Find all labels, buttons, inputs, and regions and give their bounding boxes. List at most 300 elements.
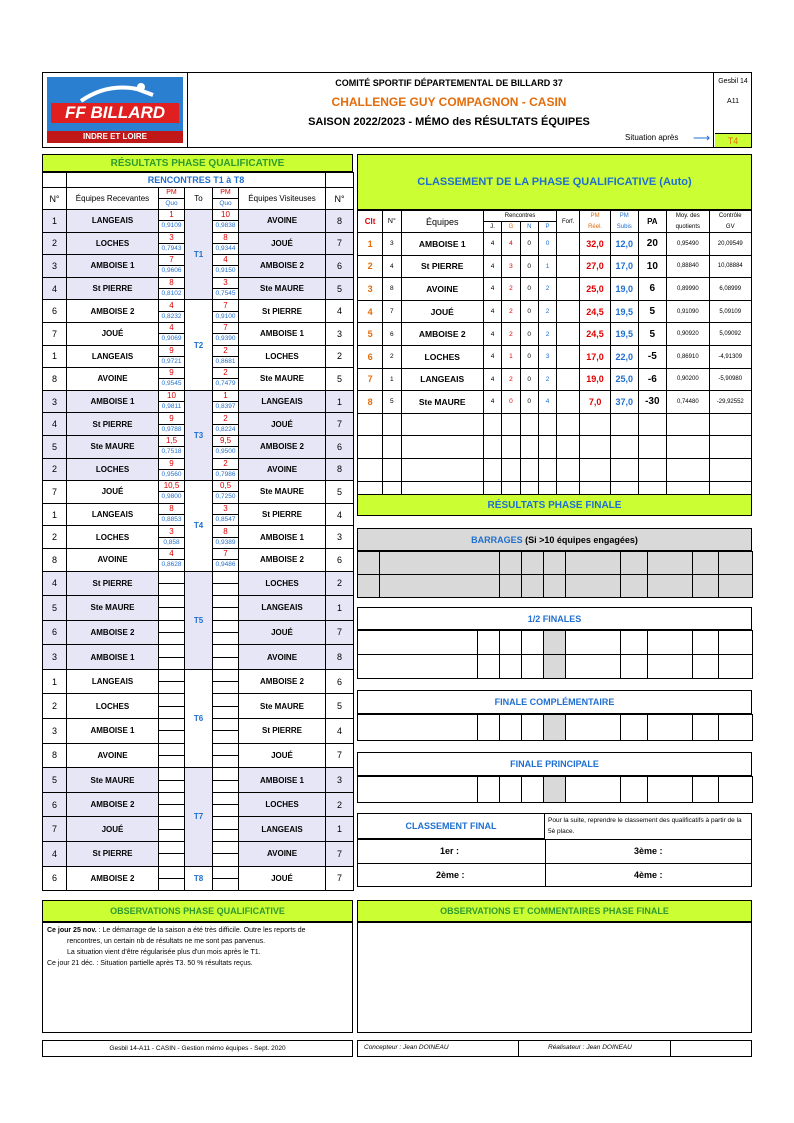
h-forf: Forf. (557, 211, 580, 233)
rank-subis (611, 436, 638, 459)
rank-forf (557, 436, 580, 459)
away-number: 3 (326, 526, 354, 549)
home-number: 2 (43, 458, 67, 481)
away-pm-cell (213, 719, 239, 744)
away-number: 2 (326, 345, 354, 368)
rank-clt (358, 458, 383, 481)
rank-n: 5 (383, 391, 401, 414)
obs-line3: La situation vient d'être régularisée plus d'un mois après le T1. (67, 949, 261, 956)
final-rank-title: CLASSEMENT FINAL (358, 814, 545, 839)
away-pm-cell (213, 435, 239, 458)
away-team: Ste MAURE (239, 481, 326, 504)
rank-pm: 24,5 (580, 323, 611, 346)
away-pm-cell (213, 842, 239, 867)
rank-clt: 2 (358, 255, 383, 278)
away-team: St PIERRE (239, 503, 326, 526)
rank-gv (709, 413, 751, 436)
rank-j: 4 (483, 255, 501, 278)
away-quotient: 0,7986 (215, 470, 236, 478)
home-pm-cell (159, 768, 185, 793)
rank-forf (557, 345, 580, 368)
rank-clt: 8 (358, 391, 383, 414)
footer-credits (357, 1040, 752, 1057)
home-quotient: 0,858 (163, 538, 180, 546)
final-p2: 2ème : (436, 870, 465, 880)
home-pm-cell (159, 232, 185, 255)
left-subtitle: RENCONTRES T1 à T8 (67, 173, 326, 188)
home-number: 3 (43, 645, 67, 670)
away-pm-cell (213, 390, 239, 413)
rank-team: JOUÉ (401, 300, 483, 323)
away-number: 6 (326, 669, 354, 694)
rank-clt (358, 413, 383, 436)
home-quotient: 0,9811 (161, 403, 182, 411)
home-team: LANGEAIS (67, 345, 159, 368)
col-home: Équipes Recevantes (67, 188, 159, 210)
home-pm-cell (159, 817, 185, 842)
h-moy: Moy. des (667, 211, 709, 222)
home-quotient: 0,8232 (161, 312, 182, 320)
away-number: 4 (326, 300, 354, 323)
h-team: Équipes (401, 211, 483, 233)
h-nul: N (520, 222, 538, 233)
rank-p: 1 (538, 255, 556, 278)
away-pm: 2 (213, 414, 238, 425)
home-pm-cell (159, 368, 185, 391)
rank-pm (580, 413, 611, 436)
home-pm-cell (159, 413, 185, 436)
rank-forf (557, 368, 580, 391)
home-number: 1 (43, 503, 67, 526)
rank-forf (557, 233, 580, 256)
home-pm: 4 (159, 549, 184, 560)
away-pm: 0,5 (213, 481, 238, 492)
situation-label: Situation après (625, 133, 679, 142)
semi-title: 1/2 FINALES (357, 607, 752, 630)
h-pm: PM (580, 211, 611, 222)
away-pm: 1 (213, 391, 238, 402)
away-team: AMBOISE 2 (239, 669, 326, 694)
obs-left-body (42, 922, 353, 1033)
home-number: 4 (43, 277, 67, 300)
logo-text: FF BILLARD (51, 103, 179, 123)
ranking-row (358, 458, 752, 481)
home-team: JOUÉ (67, 817, 159, 842)
rank-g (502, 436, 520, 459)
home-team: St PIERRE (67, 842, 159, 867)
away-number: 2 (326, 792, 354, 817)
away-team: LOCHES (239, 571, 326, 596)
away-team: AMBOISE 2 (239, 255, 326, 278)
challenge-title: CHALLENGE GUY COMPAGNON - CASIN (331, 95, 567, 109)
ranking-row (358, 323, 752, 346)
rank-clt (358, 436, 383, 459)
away-number: 6 (326, 548, 354, 571)
home-pm-cell (159, 694, 185, 719)
rank-nn: 0 (520, 323, 538, 346)
home-quotient: 0,8628 (161, 561, 182, 569)
home-quotient: 0,9721 (161, 357, 182, 365)
away-pm (213, 657, 238, 658)
rank-subis: 19,0 (611, 278, 638, 301)
rank-j: 4 (483, 323, 501, 346)
away-team: JOUÉ (239, 743, 326, 768)
h-n: N° (383, 211, 401, 233)
rank-pm: 27,0 (580, 255, 611, 278)
away-pm (213, 583, 238, 584)
rank-g: 1 (502, 345, 520, 368)
concepteur: Jean DOINEAU (403, 1044, 449, 1051)
rank-subis: 22,0 (611, 345, 638, 368)
h-j: J. (483, 222, 501, 233)
rank-p: 2 (538, 368, 556, 391)
home-pm: 9 (159, 368, 184, 379)
home-number: 8 (43, 368, 67, 391)
rank-clt: 7 (358, 368, 383, 391)
col-to: To (185, 188, 213, 210)
away-team: LOCHES (239, 792, 326, 817)
away-pm-cell (213, 694, 239, 719)
ranking-row (358, 278, 752, 301)
rank-nn: 0 (520, 278, 538, 301)
home-team: JOUÉ (67, 481, 159, 504)
home-quotient: 0,9069 (161, 335, 182, 343)
home-team: LOCHES (67, 526, 159, 549)
home-pm-cell (159, 792, 185, 817)
away-team: JOUÉ (239, 232, 326, 255)
away-pm-cell (213, 345, 239, 368)
away-number: 5 (326, 481, 354, 504)
home-number: 8 (43, 548, 67, 571)
rank-nn: 0 (520, 255, 538, 278)
semi-table (357, 630, 753, 679)
away-team: St PIERRE (239, 719, 326, 744)
rank-team (401, 413, 483, 436)
rank-gv: 20,09549 (709, 233, 751, 256)
home-pm (159, 853, 184, 854)
final-rank-note: Pour la suite, reprendre le classement des qualificatifs à partir de la 5è place. (548, 817, 742, 835)
rank-pm: 17,0 (580, 345, 611, 368)
away-quotient: 0,8681 (215, 357, 236, 365)
rank-subis: 25,0 (611, 368, 638, 391)
home-pm: 4 (159, 323, 184, 334)
away-pm: 2 (213, 346, 238, 357)
rank-p: 3 (538, 345, 556, 368)
away-pm: 3 (213, 504, 238, 515)
away-pm (213, 706, 238, 707)
rank-gv: 10,08884 (709, 255, 751, 278)
home-team: AMBOISE 2 (67, 620, 159, 645)
home-team: AMBOISE 1 (67, 645, 159, 670)
home-pm-cell (159, 503, 185, 526)
rank-gv: 5,09092 (709, 323, 751, 346)
away-pm-cell (213, 277, 239, 300)
billiard-player-icon (77, 81, 157, 103)
rank-moy: 0,91090 (667, 300, 709, 323)
away-pm-cell (213, 458, 239, 481)
home-pm-cell (159, 435, 185, 458)
round-label: T2 (185, 300, 213, 390)
h-gv: GV (709, 222, 751, 233)
rank-p: 2 (538, 300, 556, 323)
away-number: 5 (326, 694, 354, 719)
rank-n (383, 458, 401, 481)
away-number: 5 (326, 368, 354, 391)
rank-gv: -5,90980 (709, 368, 751, 391)
rank-g: 2 (502, 300, 520, 323)
away-pm: 3 (213, 278, 238, 289)
rank-team: AVOINE (401, 278, 483, 301)
away-number: 4 (326, 503, 354, 526)
rank-j: 4 (483, 391, 501, 414)
footer-ref: Gesbil 14-A11 - CASIN - Gestion mémo équipes - Sept. 2020 (42, 1040, 353, 1057)
away-number: 8 (326, 458, 354, 481)
home-pm (159, 755, 184, 756)
logo (47, 77, 183, 143)
rank-forf (557, 278, 580, 301)
rank-forf (557, 323, 580, 346)
home-team: Ste MAURE (67, 435, 159, 458)
away-team: LANGEAIS (239, 596, 326, 621)
away-pm: 4 (213, 255, 238, 266)
away-pm-cell (213, 232, 239, 255)
rank-pa: 20 (638, 233, 667, 256)
rank-team: AMBOISE 1 (401, 233, 483, 256)
rank-p (538, 458, 556, 481)
home-pm-cell (159, 526, 185, 549)
result-row (43, 481, 354, 504)
away-team: AMBOISE 1 (239, 322, 326, 345)
results-table (42, 172, 354, 891)
home-team: AMBOISE 1 (67, 719, 159, 744)
home-number: 6 (43, 300, 67, 323)
away-quotient: 0,9838 (215, 222, 236, 230)
home-pm-cell (159, 571, 185, 596)
away-team: LOCHES (239, 345, 326, 368)
home-team: LOCHES (67, 694, 159, 719)
final-p3: 3ème : (634, 846, 663, 856)
away-pm: 10 (213, 210, 238, 221)
rank-subis (611, 413, 638, 436)
rank-n: 3 (383, 233, 401, 256)
rank-subis (611, 458, 638, 481)
final-ranking (357, 813, 752, 887)
rank-p (538, 413, 556, 436)
col-pm-away: PM (213, 188, 238, 199)
away-pm-cell (213, 481, 239, 504)
rank-pm: 25,0 (580, 278, 611, 301)
rank-nn: 0 (520, 368, 538, 391)
home-pm: 8 (159, 278, 184, 289)
rank-n (383, 413, 401, 436)
rank-team: St PIERRE (401, 255, 483, 278)
rank-n: 4 (383, 255, 401, 278)
rank-team: Ste MAURE (401, 391, 483, 414)
ranking-row (358, 345, 752, 368)
home-pm-cell (159, 210, 185, 233)
home-number: 2 (43, 232, 67, 255)
obs-left-title: OBSERVATIONS PHASE QUALIFICATIVE (42, 900, 353, 922)
away-pm (213, 829, 238, 830)
realisateur: Jean DOINEAU (586, 1044, 632, 1051)
home-pm (159, 706, 184, 707)
left-title: RÉSULTATS PHASE QUALIFICATIVE (42, 154, 353, 172)
rank-gv: 5,09109 (709, 300, 751, 323)
home-pm (159, 632, 184, 633)
rank-n: 8 (383, 278, 401, 301)
home-pm-cell (159, 645, 185, 670)
barrages-label: BARRAGES (471, 534, 523, 545)
away-team: AMBOISE 2 (239, 548, 326, 571)
arrow-right-icon: ⟶ (693, 131, 711, 145)
result-row (43, 390, 354, 413)
away-pm (213, 780, 238, 781)
away-number: 8 (326, 645, 354, 670)
home-number: 3 (43, 719, 67, 744)
home-number: 4 (43, 571, 67, 596)
rank-pm: 32,0 (580, 233, 611, 256)
away-quotient: 0,7250 (215, 493, 236, 501)
home-number: 4 (43, 842, 67, 867)
away-pm-cell (213, 368, 239, 391)
barrages-table (357, 551, 753, 598)
rank-moy: 0,86910 (667, 345, 709, 368)
rank-n (383, 436, 401, 459)
home-pm: 4 (159, 301, 184, 312)
away-number: 5 (326, 277, 354, 300)
col-quo-home: Quo (165, 200, 178, 207)
rank-g: 2 (502, 323, 520, 346)
rank-g: 0 (502, 391, 520, 414)
rank-gv (709, 458, 751, 481)
home-quotient: 0,9800 (161, 493, 182, 501)
rank-moy: 0,95490 (667, 233, 709, 256)
away-team: LANGEAIS (239, 390, 326, 413)
home-team: St PIERRE (67, 571, 159, 596)
home-team: JOUÉ (67, 322, 159, 345)
home-team: LANGEAIS (67, 669, 159, 694)
rank-moy: 0,74480 (667, 391, 709, 414)
rank-moy: 0,89990 (667, 278, 709, 301)
away-pm-cell (213, 645, 239, 670)
away-pm-cell (213, 526, 239, 549)
col-quo-away: Quo (219, 200, 232, 207)
rank-pa: -5 (638, 345, 667, 368)
away-quotient: 0,8224 (215, 425, 236, 433)
rank-moy (667, 436, 709, 459)
home-team: AVOINE (67, 548, 159, 571)
away-pm (213, 607, 238, 608)
rank-n: 1 (383, 368, 401, 391)
rank-pa: -6 (638, 368, 667, 391)
rank-clt: 5 (358, 323, 383, 346)
away-team: AMBOISE 1 (239, 526, 326, 549)
code2: A11 (727, 97, 739, 105)
away-pm (213, 853, 238, 854)
away-pm-cell (213, 596, 239, 621)
season-title: SAISON 2022/2023 - MÉMO des RÉSULTATS ÉQUIPES (308, 116, 590, 128)
rank-gv: 6,08999 (709, 278, 751, 301)
rank-nn (520, 458, 538, 481)
rank-j (483, 458, 501, 481)
header (42, 72, 752, 148)
round-label: T4 (185, 481, 213, 571)
home-pm: 10 (159, 391, 184, 402)
home-quotient: 0,8853 (161, 516, 182, 524)
away-pm-cell (213, 210, 239, 233)
home-team: AVOINE (67, 368, 159, 391)
away-number: 7 (326, 620, 354, 645)
h-ctrl: Contrôle (709, 211, 751, 222)
away-pm-cell (213, 503, 239, 526)
ranking-row (358, 300, 752, 323)
home-pm: 7 (159, 255, 184, 266)
h-p: P (538, 222, 556, 233)
col-pm-home: PM (159, 188, 184, 199)
rank-forf (557, 413, 580, 436)
home-number: 7 (43, 817, 67, 842)
home-pm-cell (159, 743, 185, 768)
away-pm-cell (213, 322, 239, 345)
home-pm-cell (159, 277, 185, 300)
rank-pa (638, 413, 667, 436)
home-pm-cell (159, 719, 185, 744)
away-quotient: 0,7545 (215, 290, 236, 298)
away-pm-cell (213, 255, 239, 278)
rank-subis: 17,0 (611, 255, 638, 278)
ranking-row (358, 436, 752, 459)
home-pm-cell (159, 842, 185, 867)
home-pm: 9 (159, 459, 184, 470)
away-pm: 7 (213, 323, 238, 334)
home-pm: 8 (159, 504, 184, 515)
away-number: 7 (326, 413, 354, 436)
away-team: AVOINE (239, 842, 326, 867)
away-quotient: 0,9486 (215, 561, 236, 569)
home-pm-cell (159, 481, 185, 504)
rank-nn: 0 (520, 391, 538, 414)
home-pm-cell (159, 300, 185, 323)
result-row (43, 866, 354, 891)
away-team: LANGEAIS (239, 817, 326, 842)
code1: Gesbil 14 (718, 77, 748, 85)
committee-title: COMITÉ SPORTIF DÉPARTEMENTAL DE BILLARD 37 (335, 78, 563, 88)
home-pm-cell (159, 255, 185, 278)
rank-clt: 4 (358, 300, 383, 323)
round-label: T6 (185, 669, 213, 767)
away-pm: 2 (213, 459, 238, 470)
home-pm: 3 (159, 527, 184, 538)
away-quotient: 0,9390 (215, 335, 236, 343)
away-quotient: 0,8397 (215, 403, 236, 411)
away-number: 7 (326, 842, 354, 867)
rank-clt: 6 (358, 345, 383, 368)
logo-subtitle: INDRE ET LOIRE (47, 131, 183, 143)
rank-forf (557, 391, 580, 414)
rank-g: 2 (502, 368, 520, 391)
away-pm (213, 878, 238, 879)
h-rencontres: Rencontres (483, 211, 556, 222)
rank-g: 3 (502, 255, 520, 278)
home-number: 8 (43, 743, 67, 768)
home-pm-cell (159, 458, 185, 481)
rank-clt: 3 (358, 278, 383, 301)
ranking-table (357, 210, 752, 504)
away-pm-cell (213, 768, 239, 793)
home-number: 6 (43, 866, 67, 891)
away-team: Ste MAURE (239, 277, 326, 300)
h-clt: Clt (358, 211, 383, 233)
